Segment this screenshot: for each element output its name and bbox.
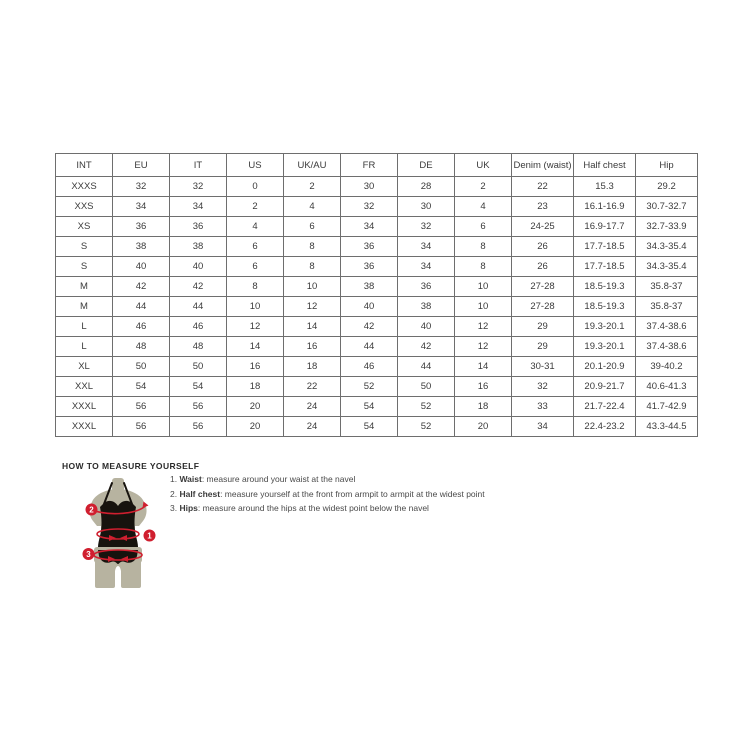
table-row xyxy=(56,217,698,237)
table-row xyxy=(56,317,698,337)
size-cell: 0 xyxy=(227,177,284,197)
mannequin-illustration xyxy=(81,476,159,590)
size-cell: 48 xyxy=(170,337,227,357)
column-header: Half chest xyxy=(574,154,636,177)
size-cell: 34 xyxy=(113,197,170,217)
measurement-figure xyxy=(81,476,159,590)
step-number: 2. xyxy=(170,488,180,499)
size-cell: 10 xyxy=(455,277,512,297)
column-header: Hip xyxy=(636,154,698,177)
size-cell: 56 xyxy=(170,397,227,417)
table-row xyxy=(56,257,698,277)
size-cell: 26 xyxy=(512,237,574,257)
size-cell: 34.3-35.4 xyxy=(636,257,698,277)
measure-step xyxy=(170,472,485,487)
size-cell: 14 xyxy=(227,337,284,357)
size-cell: S xyxy=(56,237,113,257)
size-cell: 46 xyxy=(113,317,170,337)
size-cell: 18.5-19.3 xyxy=(574,297,636,317)
size-cell: 12 xyxy=(227,317,284,337)
size-cell: 32 xyxy=(341,197,398,217)
size-cell: 10 xyxy=(227,297,284,317)
size-cell: 56 xyxy=(170,417,227,437)
size-cell: 37.4-38.6 xyxy=(636,337,698,357)
measure-guide-title: HOW TO MEASURE YOURSELF xyxy=(62,461,200,471)
table-row xyxy=(56,237,698,257)
size-cell: 46 xyxy=(170,317,227,337)
size-cell: L xyxy=(56,337,113,357)
size-cell: 2 xyxy=(284,177,341,197)
size-cell: 56 xyxy=(113,397,170,417)
size-cell: 44 xyxy=(170,297,227,317)
column-header: DE xyxy=(398,154,455,177)
size-cell: 6 xyxy=(227,237,284,257)
table-row xyxy=(56,197,698,217)
size-cell: XXXS xyxy=(56,177,113,197)
size-cell: 41.7-42.9 xyxy=(636,397,698,417)
size-cell: 38 xyxy=(113,237,170,257)
size-cell: 23 xyxy=(512,197,574,217)
size-cell: 42 xyxy=(398,337,455,357)
step-text: : measure yourself at the front from armpit to armpit at the widest point xyxy=(220,488,485,499)
column-header: INT xyxy=(56,154,113,177)
step-label: Half chest xyxy=(179,488,221,499)
size-cell: 22 xyxy=(284,377,341,397)
size-cell: 54 xyxy=(170,377,227,397)
measure-step xyxy=(170,501,485,516)
size-cell: 29 xyxy=(512,317,574,337)
size-cell: XS xyxy=(56,217,113,237)
column-header: EU xyxy=(113,154,170,177)
size-cell: 8 xyxy=(284,237,341,257)
briefs xyxy=(98,550,138,564)
size-cell: 39-40.2 xyxy=(636,357,698,377)
size-cell: 52 xyxy=(398,397,455,417)
size-cell: 19.3-20.1 xyxy=(574,337,636,357)
size-cell: 42 xyxy=(170,277,227,297)
size-cell: 6 xyxy=(227,257,284,277)
table-row xyxy=(56,297,698,317)
size-cell: 16 xyxy=(455,377,512,397)
size-cell: 20 xyxy=(227,417,284,437)
table-row xyxy=(56,417,698,437)
size-cell: 20.1-20.9 xyxy=(574,357,636,377)
size-cell: 52 xyxy=(341,377,398,397)
size-cell: 35.8-37 xyxy=(636,277,698,297)
size-cell: 14 xyxy=(284,317,341,337)
size-cell: 29 xyxy=(512,337,574,357)
size-cell: 20.9-21.7 xyxy=(574,377,636,397)
table-row xyxy=(56,337,698,357)
size-cell: 37.4-38.6 xyxy=(636,317,698,337)
size-cell: 40 xyxy=(341,297,398,317)
size-cell: 50 xyxy=(398,377,455,397)
size-cell: XXS xyxy=(56,197,113,217)
size-cell: 6 xyxy=(455,217,512,237)
size-cell: 30.7-32.7 xyxy=(636,197,698,217)
size-cell: 32 xyxy=(170,177,227,197)
size-cell: XXL xyxy=(56,377,113,397)
size-cell: 36 xyxy=(398,277,455,297)
table-row xyxy=(56,177,698,197)
size-cell: 26 xyxy=(512,257,574,277)
size-chart-table xyxy=(55,153,698,437)
marker-2-label: 2 xyxy=(89,505,94,515)
size-cell: 46 xyxy=(341,357,398,377)
size-cell: 34.3-35.4 xyxy=(636,237,698,257)
table-row xyxy=(56,377,698,397)
size-cell: 34 xyxy=(398,257,455,277)
size-cell: 34 xyxy=(341,217,398,237)
column-header: Denim (waist) xyxy=(512,154,574,177)
size-cell: 17.7-18.5 xyxy=(574,237,636,257)
size-cell: L xyxy=(56,317,113,337)
table-row xyxy=(56,277,698,297)
measure-step xyxy=(170,487,485,502)
table-row xyxy=(56,397,698,417)
size-cell: 52 xyxy=(398,417,455,437)
size-cell: 35.8-37 xyxy=(636,297,698,317)
marker-3-label: 3 xyxy=(86,550,91,559)
size-cell: 18.5-19.3 xyxy=(574,277,636,297)
size-cell: 34 xyxy=(170,197,227,217)
step-number: 1. xyxy=(170,474,180,484)
size-cell: 30 xyxy=(398,197,455,217)
size-cell: 42 xyxy=(113,277,170,297)
size-cell: 54 xyxy=(113,377,170,397)
size-cell: 24 xyxy=(284,417,341,437)
size-cell: 38 xyxy=(341,277,398,297)
size-cell: 44 xyxy=(341,337,398,357)
size-cell: 43.3-44.5 xyxy=(636,417,698,437)
size-cell: 8 xyxy=(227,277,284,297)
measure-instructions xyxy=(170,472,485,516)
size-cell: 32 xyxy=(512,377,574,397)
size-cell: 14 xyxy=(455,357,512,377)
size-cell: 38 xyxy=(170,237,227,257)
size-cell: 4 xyxy=(227,217,284,237)
size-cell: 56 xyxy=(113,417,170,437)
step-text: : measure around the hips at the widest point below the navel xyxy=(197,503,429,513)
size-cell: 30 xyxy=(341,177,398,197)
size-cell: M xyxy=(56,277,113,297)
size-cell: 2 xyxy=(455,177,512,197)
column-header: US xyxy=(227,154,284,177)
column-header: UK xyxy=(455,154,512,177)
column-header: UK/AU xyxy=(284,154,341,177)
table-row xyxy=(56,357,698,377)
size-cell: 50 xyxy=(113,357,170,377)
size-cell: XXXL xyxy=(56,397,113,417)
column-header: FR xyxy=(341,154,398,177)
size-cell: 22 xyxy=(512,177,574,197)
size-cell: 28 xyxy=(398,177,455,197)
size-cell: 50 xyxy=(170,357,227,377)
size-cell: 4 xyxy=(455,197,512,217)
size-cell: 27-28 xyxy=(512,277,574,297)
table-header xyxy=(56,154,698,177)
size-cell: 22.4-23.2 xyxy=(574,417,636,437)
size-cell: 8 xyxy=(455,237,512,257)
size-cell: XL xyxy=(56,357,113,377)
size-cell: 36 xyxy=(170,217,227,237)
mannequin-legs xyxy=(95,560,141,588)
size-cell: 36 xyxy=(113,217,170,237)
size-cell: 2 xyxy=(227,197,284,217)
size-cell: 8 xyxy=(455,257,512,277)
size-cell: 18 xyxy=(227,377,284,397)
size-cell: 33 xyxy=(512,397,574,417)
size-cell: 42 xyxy=(341,317,398,337)
size-cell: 15.3 xyxy=(574,177,636,197)
size-cell: 34 xyxy=(512,417,574,437)
size-cell: M xyxy=(56,297,113,317)
size-cell: 40 xyxy=(170,257,227,277)
size-cell: 12 xyxy=(455,337,512,357)
size-cell: 16.1-16.9 xyxy=(574,197,636,217)
size-cell: 54 xyxy=(341,417,398,437)
size-cell: 34 xyxy=(398,237,455,257)
size-cell: 24-25 xyxy=(512,217,574,237)
size-cell: 32 xyxy=(113,177,170,197)
size-cell: 12 xyxy=(284,297,341,317)
step-label: Hips xyxy=(179,503,198,513)
size-cell: 10 xyxy=(284,277,341,297)
camisole-top xyxy=(98,501,138,547)
size-cell: 40.6-41.3 xyxy=(636,377,698,397)
table-body xyxy=(56,177,698,437)
size-cell: 32.7-33.9 xyxy=(636,217,698,237)
size-cell: XXXL xyxy=(56,417,113,437)
size-cell: 27-28 xyxy=(512,297,574,317)
marker-1-label: 1 xyxy=(147,531,152,541)
step-text: : measure around your waist at the navel xyxy=(201,474,356,484)
size-cell: 24 xyxy=(284,397,341,417)
size-cell: 38 xyxy=(398,297,455,317)
table-header-row xyxy=(56,154,698,177)
size-cell: S xyxy=(56,257,113,277)
size-cell: 29.2 xyxy=(636,177,698,197)
size-cell: 6 xyxy=(284,217,341,237)
size-cell: 12 xyxy=(455,317,512,337)
size-cell: 19.3-20.1 xyxy=(574,317,636,337)
size-cell: 20 xyxy=(455,417,512,437)
size-cell: 20 xyxy=(227,397,284,417)
size-cell: 54 xyxy=(341,397,398,417)
size-chart-section xyxy=(55,153,697,437)
size-cell: 40 xyxy=(113,257,170,277)
size-cell: 44 xyxy=(113,297,170,317)
size-cell: 16 xyxy=(227,357,284,377)
size-cell: 32 xyxy=(398,217,455,237)
size-cell: 36 xyxy=(341,237,398,257)
size-cell: 4 xyxy=(284,197,341,217)
size-cell: 8 xyxy=(284,257,341,277)
size-cell: 18 xyxy=(284,357,341,377)
size-cell: 36 xyxy=(341,257,398,277)
column-header: IT xyxy=(170,154,227,177)
size-cell: 17.7-18.5 xyxy=(574,257,636,277)
size-cell: 48 xyxy=(113,337,170,357)
size-cell: 18 xyxy=(455,397,512,417)
size-cell: 30-31 xyxy=(512,357,574,377)
size-cell: 10 xyxy=(455,297,512,317)
size-cell: 16 xyxy=(284,337,341,357)
size-cell: 16.9-17.7 xyxy=(574,217,636,237)
size-cell: 40 xyxy=(398,317,455,337)
step-label: Waist xyxy=(179,474,202,484)
step-number: 3. xyxy=(170,503,180,513)
size-cell: 21.7-22.4 xyxy=(574,397,636,417)
size-cell: 44 xyxy=(398,357,455,377)
